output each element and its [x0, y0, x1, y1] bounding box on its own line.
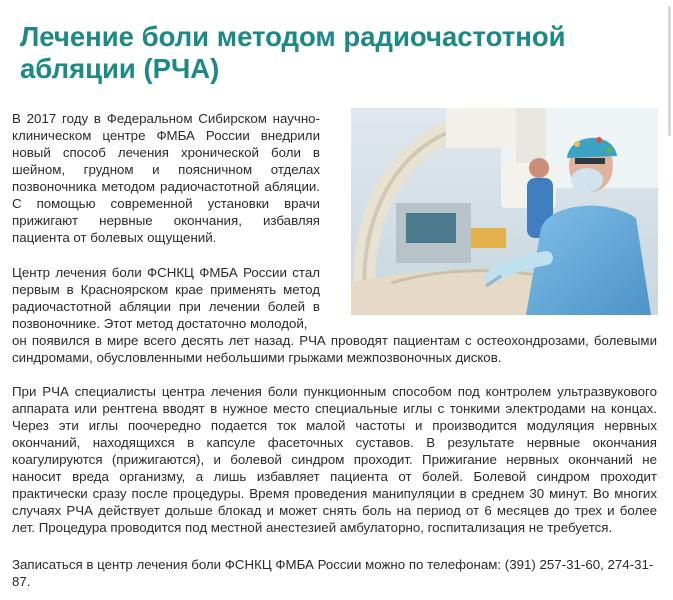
- paragraph-intro: В 2017 году в Федеральном Сибирском научно-клиническом центре ФМБА России внедрили новый способ лечения хронической боли в шейном, грудном и поясничном отделах позвоночника методом радиочастотной абляции. С помощью современной установки врачи прижигают нервные окончания, избавляя пациента от болевых ощущений.: [12, 111, 320, 245]
- paragraph-center-part1: Центр лечения боли ФСНКЦ ФМБА России стал первым в Красноярском крае применять метод радиочастотной абляции при лечении болей в позвоночнике. Этот метод достаточно молодой,: [12, 265, 320, 331]
- scrollbar[interactable]: [668, 6, 671, 136]
- paragraph-contacts: Записаться в центр лечения боли ФСНКЦ ФМБА России можно по телефонам: (391) 257-31-60, 274-31-87.: [12, 557, 654, 589]
- paragraph-center-part2: он появился в мире всего десять лет назад. РЧА проводят пациентам с остеохондрозами, болевыми синдромами, обусловленными небольшими грыжами межпозвоночных дисков.: [12, 333, 657, 365]
- paragraph-procedure: При РЧА специалисты центра лечения боли пункционным способом под контролем ультразвукового аппарата или рентгена вводят в нужное место специальные иглы с тонкими электродами на концах. Через эти иглы поочередно подается ток малой частоты и производится модуляция нервных окончаний, находящихся в капсуле фасеточных суставов. В результате нервные окончания коагулируются (прижигаются), и болевой синдром проходит. Прижигание нервных окончаний не наносит вреда организму, а лишь избавляет пациента от болей. Болевой синдром проходит практически сразу после процедуры. Время проведения манипуляции в среднем 30 минут. Во многих случаях РЧА действует дольше блокад и может снять боль на период от 6 месяцев до трех и более лет. Процедура проводится под местной анестезией амбулаторно, госпитализация не требуется.: [12, 384, 657, 535]
- procedure-photo: [351, 108, 658, 315]
- article-title: Лечение боли методом радиочастотной абляции (РЧА): [20, 21, 566, 84]
